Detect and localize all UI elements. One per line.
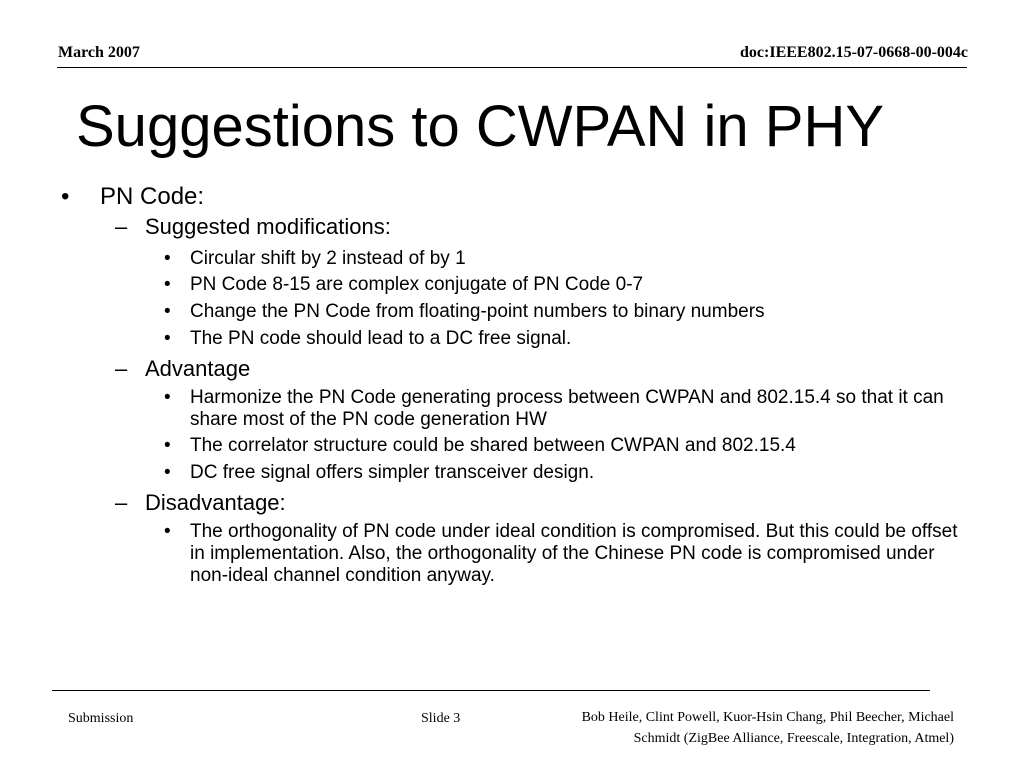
footer-authors-line1: Bob Heile, Clint Powell, Kuor-Hsin Chang, Phil Beecher, Michael [581, 710, 954, 725]
bullet-marker: • [164, 248, 171, 269]
bullet-marker: • [164, 387, 171, 408]
dash-marker: – [115, 214, 128, 239]
sub-bullet-text: Advantage [145, 356, 251, 381]
list-item-text: DC free signal offers simpler transceiver design. [190, 462, 595, 483]
bullet-marker: • [164, 328, 171, 349]
list-item-text: Harmonize the PN Code generating process between CWPAN and 802.15.4 so that it can share most of the PN code generation HW [190, 387, 944, 430]
list-item-text: PN Code 8-15 are complex conjugate of PN Code 0-7 [190, 274, 644, 295]
footer-authors-line2: Schmidt (ZigBee Alliance, Freescale, Integration, Atmel) [633, 731, 954, 746]
dash-marker: – [115, 356, 128, 381]
footer-divider [52, 690, 930, 691]
list-item-text: The correlator structure could be shared between CWPAN and 802.15.4 [190, 435, 796, 456]
footer-authors [582, 707, 954, 749]
list-item-text: Circular shift by 2 instead of by 1 [190, 248, 466, 269]
footer-submission: Submission [68, 711, 134, 726]
bullet-text: PN Code: [100, 183, 205, 210]
slide-title: Suggestions to CWPAN in PHY [76, 94, 885, 159]
bullet-marker: • [164, 274, 171, 295]
bullet-marker: • [164, 521, 171, 542]
bullet-marker: • [164, 301, 171, 322]
header-date: March 2007 [58, 44, 140, 61]
list-item-text: Change the PN Code from floating-point numbers to binary numbers [190, 301, 765, 322]
list-item-text: The PN code should lead to a DC free signal. [190, 328, 572, 349]
bullet-marker: • [61, 183, 70, 210]
list-item-text: The orthogonality of PN code under ideal condition is compromised. But this could be offset in implementation. Also, the orthogonality of the Chinese PN code is compromised under non-ideal channel condition anyway. [190, 521, 958, 586]
sub-bullet-text: Disadvantage: [145, 490, 286, 515]
bullet-marker: • [164, 462, 171, 483]
sub-bullet-text: Suggested modifications: [145, 214, 391, 239]
footer-slide-number: Slide 3 [421, 711, 461, 726]
bullet-marker: • [164, 435, 171, 456]
header-doc-id: doc:IEEE802.15-07-0668-00-004c [740, 44, 968, 61]
dash-marker: – [115, 490, 128, 515]
